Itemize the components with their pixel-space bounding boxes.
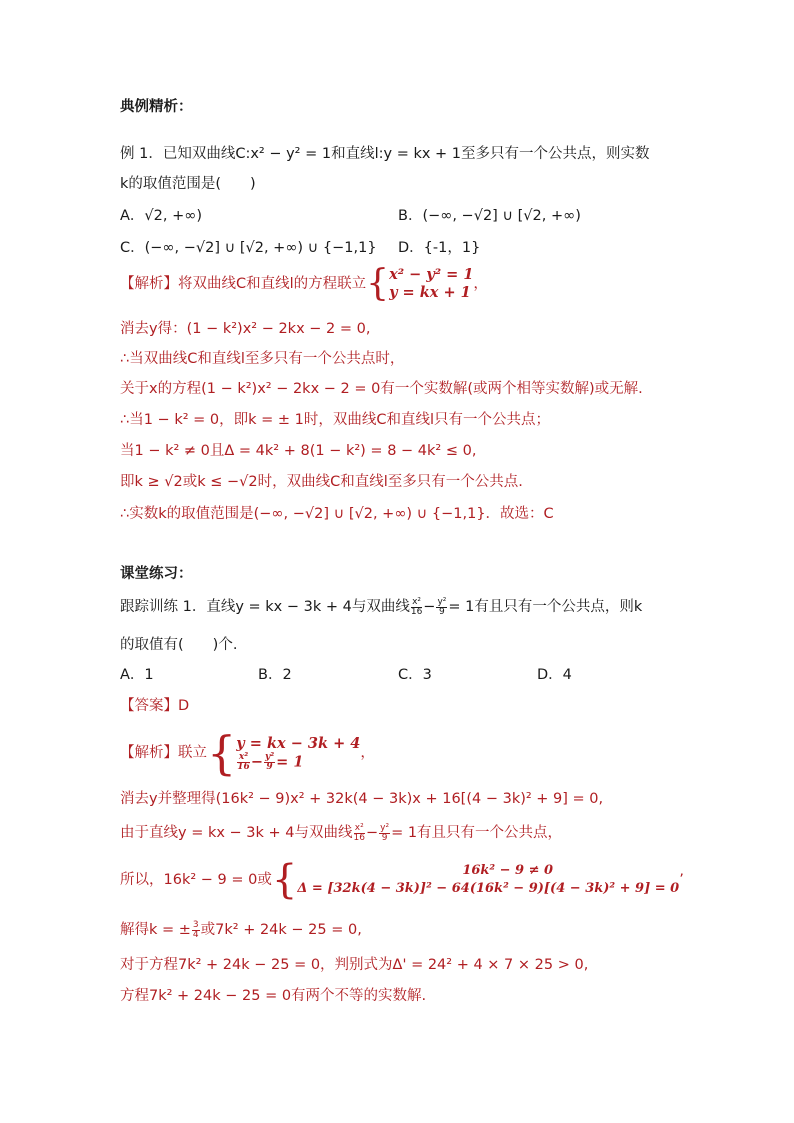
example1-step2: ∴当双曲线C和直线l至多只有一个公共点时， — [120, 351, 405, 367]
step2-text-a: 由于直线y = kx − 3k + 4与双曲线 — [120, 825, 353, 841]
fraction-denominator: 4 — [192, 929, 199, 940]
fraction-numerator: x² — [412, 596, 422, 607]
section-heading-examples: 典例精析： — [120, 99, 193, 115]
example1-step5: 当1 − k² ≠ 0且Δ = 4k² + 8(1 − k²) = 8 − 4k² ≤ 0, — [120, 443, 477, 459]
exercise1-analysis-intro — [120, 726, 375, 780]
fraction-numerator: x² — [238, 751, 249, 762]
analysis-label: 【解析】 — [120, 276, 178, 292]
example1-option-b: B．(−∞, −√2] ∪ [√2, +∞) — [398, 208, 581, 224]
system-end: ， — [473, 276, 488, 292]
example1-step4: ∴当1 − k² = 0，即k = ± 1时，双曲线C和直线l只有一个公共点； — [120, 412, 551, 428]
system-eq2 — [236, 753, 360, 772]
example1-step6: 即k ≥ √2或k ≤ −√2时，双曲线C和直线l至多只有一个公共点. — [120, 474, 523, 490]
step4-text-a: 解得k = ± — [120, 922, 191, 938]
step4-text-b: 或7k² + 24k − 25 = 0, — [200, 922, 362, 938]
exercise1-option-b: B．2 — [258, 667, 292, 683]
example1-step7: ∴实数k的取值范围是(−∞, −√2] ∪ [√2, +∞) ∪ {−1,1}．故选：C — [120, 506, 554, 522]
system-end: ’ — [679, 872, 684, 888]
equals-one: = 1 — [276, 753, 304, 770]
analysis-text: 将双曲线C和直线l的方程联立 — [178, 276, 367, 292]
exercise1-step2 — [120, 822, 562, 844]
fraction-numerator: x² — [354, 822, 364, 833]
example1-step3: 关于x的方程(1 − k²)x² − 2kx − 2 = 0有一个实数解(或两个相等实数解)或无解. — [120, 381, 643, 397]
fraction-x2-16 — [411, 598, 422, 617]
left-brace: { — [271, 857, 298, 903]
step3-text: 所以，16k² − 9 = 0或 — [120, 872, 272, 888]
equation-system — [271, 857, 680, 903]
fraction-numerator: y² — [437, 596, 447, 607]
fraction-denominator: 16 — [237, 761, 250, 772]
section-heading-practice: 课堂练习： — [120, 566, 193, 582]
minus-sign: − — [423, 599, 436, 615]
example1-question-line1: 例 1．已知双曲线C:x² − y² = 1和直线l:y = kx + 1至多只有一个公共点，则实数 — [120, 146, 650, 162]
system-eq2: Δ = [32k(4 − 3k)]² − 64(16k² − 9)[(4 − 3k)² + 9] = 0 — [297, 881, 680, 896]
exercise1-option-d: D．4 — [537, 667, 572, 683]
analysis-text: 联立 — [178, 745, 207, 761]
fraction-y2-9 — [379, 824, 390, 843]
exercise1-question-line1 — [120, 596, 642, 618]
exercise1-step6: 方程7k² + 24k − 25 = 0有两个不等的实数解. — [120, 988, 427, 1004]
system-eq1: y = kx − 3k + 4 — [236, 734, 361, 752]
exercise1-question-line2: 的取值有( )个. — [120, 637, 238, 653]
system-eq2: y = kx + 1 — [389, 284, 471, 301]
system-eq1: x² − y² = 1 — [389, 266, 474, 283]
example1-option-d: D．{-1，1} — [398, 240, 481, 256]
exercise1-option-c: C．3 — [398, 667, 432, 683]
fraction-numerator: 3 — [192, 919, 199, 930]
fraction-denominator: 9 — [381, 832, 388, 843]
exercise1-text-b: = 1有且只有一个公共点，则k — [448, 599, 643, 615]
exercise1-step3 — [120, 857, 684, 903]
fraction-denominator: 16 — [410, 606, 423, 617]
system-end: ， — [360, 745, 375, 761]
left-brace: { — [366, 263, 390, 304]
example1-question-line2: k的取值范围是( ) — [120, 176, 256, 192]
equation-system — [207, 726, 361, 780]
fraction-numerator: y² — [264, 751, 275, 762]
exercise1-step5: 对于方程7k² + 24k − 25 = 0，判别式为Δ' = 24² + 4 × 7 × 25 > 0, — [120, 957, 589, 973]
example1-step1: 消去y得：(1 − k²)x² − 2kx − 2 = 0, — [120, 321, 371, 337]
example1-option-c: C．(−∞, −√2] ∪ [√2, +∞) ∪ {−1,1} — [120, 240, 377, 256]
fraction-numerator: y² — [380, 822, 390, 833]
fraction-denominator: 16 — [353, 832, 365, 843]
exercise1-step4 — [120, 919, 362, 941]
system-eq1: 16k² − 9 ≠ 0 — [462, 863, 554, 878]
fraction-denominator: 9 — [266, 761, 273, 772]
example1-option-a: A．√2, +∞) — [120, 208, 202, 224]
step2-text-b: = 1有且只有一个公共点， — [391, 825, 563, 841]
left-brace: { — [207, 726, 237, 780]
equation-system — [366, 263, 474, 304]
exercise1-text-a: 跟踪训练 1．直线y = kx − 3k + 4与双曲线 — [120, 599, 410, 615]
exercise1-option-a: A．1 — [120, 667, 154, 683]
fraction-3-4 — [192, 921, 200, 940]
fraction-y2-9 — [436, 598, 447, 617]
fraction-denominator: 9 — [439, 606, 445, 617]
exercise1-step1: 消去y并整理得(16k² − 9)x² + 32k(4 − 3k)x + 16[(4 − 3k)² + 9] = 0, — [120, 791, 604, 807]
analysis-label: 【解析】 — [120, 745, 178, 761]
example1-analysis-intro — [120, 263, 488, 304]
exercise1-answer: 【答案】D — [120, 698, 190, 714]
fraction-x2-16 — [354, 824, 365, 843]
minus-sign: − — [365, 825, 379, 841]
minus-sign: − — [250, 753, 263, 770]
